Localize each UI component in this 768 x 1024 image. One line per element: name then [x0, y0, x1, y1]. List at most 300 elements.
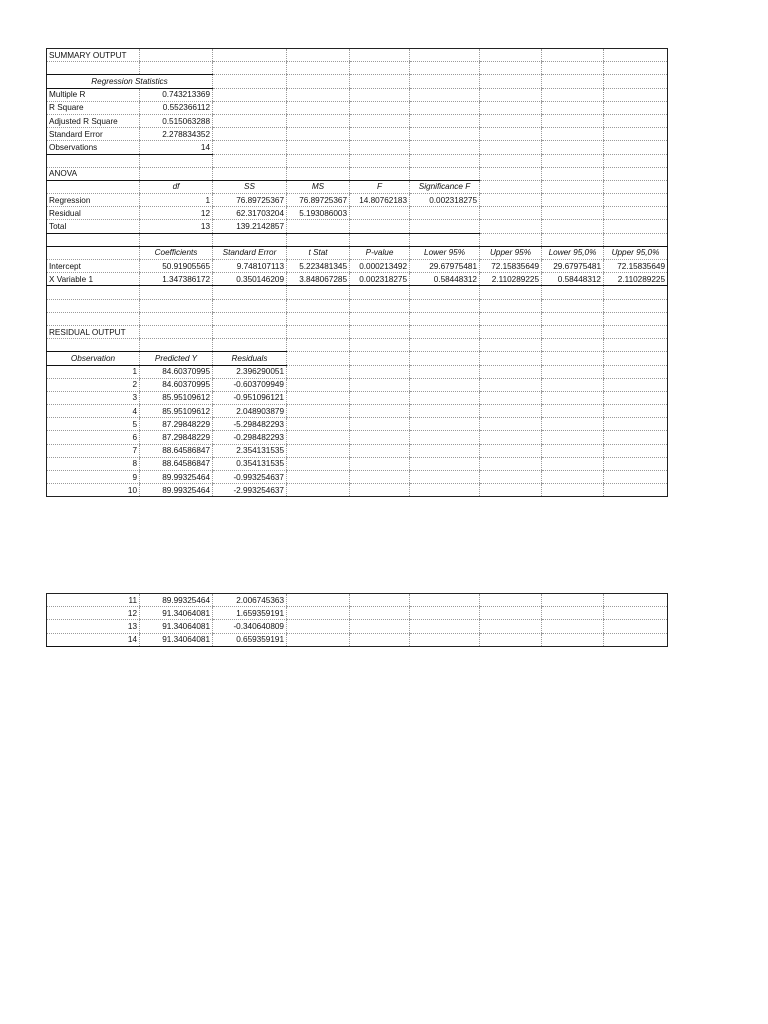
residual-output-title: RESIDUAL OUTPUT — [47, 325, 140, 338]
empty-cell: 88.64586847 — [140, 457, 213, 470]
stat-value: 0.552366112 — [140, 101, 213, 114]
empty-cell — [213, 114, 287, 127]
empty-cell — [287, 365, 350, 378]
stat-row — [47, 101, 668, 114]
empty-cell: 3 — [47, 391, 140, 404]
residual-row — [47, 471, 668, 484]
empty-cell — [47, 233, 140, 246]
empty-cell: 88.64586847 — [140, 444, 213, 457]
empty-cell — [410, 299, 480, 312]
stat-row — [47, 88, 668, 101]
regression-statistics-header: Regression Statistics — [47, 75, 213, 88]
empty-cell — [287, 607, 350, 620]
blank-row — [47, 154, 668, 167]
coefficients-row — [47, 273, 668, 286]
empty-cell: 29.67975481 — [410, 260, 480, 273]
residual-row — [47, 444, 668, 457]
empty-cell — [480, 620, 542, 633]
empty-cell — [604, 633, 668, 646]
empty-cell — [287, 154, 350, 167]
empty-cell — [480, 101, 542, 114]
anova-title-row — [47, 167, 668, 180]
empty-cell — [410, 352, 480, 365]
empty-cell — [287, 418, 350, 431]
empty-cell — [350, 365, 410, 378]
empty-cell — [410, 75, 480, 88]
coef-header: t Stat — [287, 246, 350, 259]
empty-cell — [480, 391, 542, 404]
empty-cell — [410, 594, 480, 607]
empty-cell — [140, 167, 213, 180]
empty-cell — [350, 75, 410, 88]
empty-cell: 89.99325464 — [140, 594, 213, 607]
empty-cell: 5.193086003 — [287, 207, 350, 220]
empty-cell — [287, 620, 350, 633]
empty-cell: 11 — [47, 594, 140, 607]
empty-cell: 6 — [47, 431, 140, 444]
empty-cell — [287, 167, 350, 180]
empty-cell — [480, 431, 542, 444]
empty-cell — [480, 88, 542, 101]
empty-cell — [410, 233, 480, 246]
empty-cell: 10 — [47, 484, 140, 497]
residual-row — [47, 405, 668, 418]
empty-cell — [604, 299, 668, 312]
empty-cell — [213, 88, 287, 101]
empty-cell — [604, 457, 668, 470]
empty-cell — [350, 484, 410, 497]
empty-cell — [410, 114, 480, 127]
empty-cell: 91.34064081 — [140, 633, 213, 646]
empty-cell: 2.110289225 — [604, 273, 668, 286]
empty-cell: 4 — [47, 405, 140, 418]
anova-title: ANOVA — [47, 167, 140, 180]
empty-cell: 0.58448312 — [410, 273, 480, 286]
empty-cell — [287, 471, 350, 484]
anova-row — [47, 207, 668, 220]
coef-row-label: Intercept — [47, 260, 140, 273]
empty-cell — [140, 62, 213, 75]
empty-cell — [350, 339, 410, 352]
empty-cell — [542, 101, 604, 114]
empty-cell — [287, 233, 350, 246]
empty-cell — [47, 154, 140, 167]
stat-label: Observations — [47, 141, 140, 154]
empty-cell: 3.848067285 — [287, 273, 350, 286]
empty-cell — [480, 154, 542, 167]
empty-cell — [350, 299, 410, 312]
empty-cell — [350, 391, 410, 404]
empty-cell — [480, 444, 542, 457]
empty-cell — [542, 484, 604, 497]
empty-cell — [604, 88, 668, 101]
empty-cell: 9 — [47, 471, 140, 484]
empty-cell — [604, 339, 668, 352]
empty-cell: 89.99325464 — [140, 471, 213, 484]
empty-cell — [47, 62, 140, 75]
empty-cell — [542, 62, 604, 75]
empty-cell — [47, 339, 140, 352]
coef-header: Upper 95% — [480, 246, 542, 259]
empty-cell — [287, 141, 350, 154]
stat-value: 0.515063288 — [140, 114, 213, 127]
empty-cell — [350, 312, 410, 325]
empty-cell — [350, 114, 410, 127]
empty-cell: 85.95109612 — [140, 405, 213, 418]
empty-cell — [480, 114, 542, 127]
empty-cell — [350, 594, 410, 607]
empty-cell: 1 — [140, 194, 213, 207]
residual-header-predicted-y: Predicted Y — [140, 352, 213, 365]
empty-cell: 91.34064081 — [140, 607, 213, 620]
coef-header: Lower 95% — [410, 246, 480, 259]
empty-cell — [140, 154, 213, 167]
empty-cell — [542, 365, 604, 378]
stat-label: Standard Error — [47, 128, 140, 141]
empty-cell — [287, 286, 350, 299]
residual-header-row — [47, 352, 668, 365]
empty-cell: 87.29848229 — [140, 418, 213, 431]
empty-cell — [604, 620, 668, 633]
empty-cell — [350, 418, 410, 431]
empty-cell — [480, 167, 542, 180]
empty-cell — [480, 607, 542, 620]
empty-cell — [213, 286, 287, 299]
residual-row — [47, 607, 668, 620]
empty-cell — [542, 457, 604, 470]
empty-cell: 72.15835649 — [604, 260, 668, 273]
empty-cell — [480, 365, 542, 378]
empty-cell — [480, 62, 542, 75]
stat-value: 2.278834352 — [140, 128, 213, 141]
empty-cell: 29.67975481 — [542, 260, 604, 273]
empty-cell: 1.347386172 — [140, 273, 213, 286]
empty-cell: -0.993254637 — [213, 471, 287, 484]
empty-cell — [410, 141, 480, 154]
empty-cell — [350, 167, 410, 180]
empty-cell: 0.000213492 — [350, 260, 410, 273]
coef-header: Lower 95,0% — [542, 246, 604, 259]
empty-cell — [480, 484, 542, 497]
empty-cell — [542, 607, 604, 620]
empty-cell — [213, 141, 287, 154]
empty-cell — [410, 128, 480, 141]
empty-cell — [604, 49, 668, 62]
empty-cell: -0.603709949 — [213, 378, 287, 391]
empty-cell: 89.99325464 — [140, 484, 213, 497]
empty-cell — [350, 220, 410, 233]
empty-cell — [480, 194, 542, 207]
residual-header-residuals: Residuals — [213, 352, 287, 365]
anova-row-label: Regression — [47, 194, 140, 207]
empty-cell — [350, 286, 410, 299]
empty-cell — [410, 378, 480, 391]
empty-cell — [410, 339, 480, 352]
empty-cell — [604, 180, 668, 193]
residual-row — [47, 378, 668, 391]
stat-label: Multiple R — [47, 88, 140, 101]
empty-cell — [542, 391, 604, 404]
empty-cell — [350, 233, 410, 246]
empty-cell: 72.15835649 — [480, 260, 542, 273]
anova-row — [47, 194, 668, 207]
empty-cell — [140, 312, 213, 325]
empty-cell: 76.89725367 — [213, 194, 287, 207]
empty-cell — [542, 154, 604, 167]
empty-cell: 8 — [47, 457, 140, 470]
empty-cell — [480, 207, 542, 220]
empty-cell — [213, 128, 287, 141]
coef-header: Upper 95,0% — [604, 246, 668, 259]
empty-cell — [480, 418, 542, 431]
empty-cell — [213, 101, 287, 114]
anova-header-row — [47, 180, 668, 193]
empty-cell — [480, 75, 542, 88]
empty-cell — [213, 167, 287, 180]
empty-cell — [542, 88, 604, 101]
empty-cell — [287, 457, 350, 470]
blank-row — [47, 286, 668, 299]
empty-cell — [410, 620, 480, 633]
empty-cell — [350, 471, 410, 484]
empty-cell — [350, 431, 410, 444]
empty-cell — [287, 299, 350, 312]
anova-header-ss: SS — [213, 180, 287, 193]
empty-cell — [480, 594, 542, 607]
regression-summary-sheet — [46, 48, 668, 497]
empty-cell — [410, 286, 480, 299]
empty-cell — [480, 457, 542, 470]
empty-cell — [410, 167, 480, 180]
empty-cell — [604, 75, 668, 88]
empty-cell — [542, 418, 604, 431]
empty-cell — [604, 325, 668, 338]
empty-cell — [480, 339, 542, 352]
empty-cell — [542, 114, 604, 127]
empty-cell — [604, 352, 668, 365]
anova-row-label: Total — [47, 220, 140, 233]
empty-cell — [350, 378, 410, 391]
empty-cell — [480, 471, 542, 484]
empty-cell — [350, 352, 410, 365]
empty-cell — [47, 312, 140, 325]
empty-cell — [542, 128, 604, 141]
anova-header-f: F — [350, 180, 410, 193]
empty-cell — [287, 339, 350, 352]
empty-cell — [480, 49, 542, 62]
empty-cell — [542, 207, 604, 220]
empty-cell — [410, 405, 480, 418]
empty-cell — [213, 49, 287, 62]
residual-header-observation: Observation — [47, 352, 140, 365]
empty-cell — [287, 405, 350, 418]
empty-cell — [140, 339, 213, 352]
empty-cell: 139.2142857 — [213, 220, 287, 233]
empty-cell — [350, 620, 410, 633]
empty-cell — [480, 325, 542, 338]
empty-cell — [542, 325, 604, 338]
empty-cell: -0.951096121 — [213, 391, 287, 404]
empty-cell — [542, 49, 604, 62]
empty-cell: 13 — [140, 220, 213, 233]
empty-cell — [213, 233, 287, 246]
empty-cell — [604, 594, 668, 607]
coef-row-label: X Variable 1 — [47, 273, 140, 286]
empty-cell — [213, 62, 287, 75]
empty-cell — [542, 220, 604, 233]
empty-cell — [287, 62, 350, 75]
empty-cell — [350, 88, 410, 101]
residual-row — [47, 484, 668, 497]
empty-cell — [410, 49, 480, 62]
empty-cell — [542, 194, 604, 207]
coefficients-header-row — [47, 246, 668, 259]
residual-row — [47, 418, 668, 431]
empty-cell — [542, 378, 604, 391]
empty-cell — [480, 233, 542, 246]
empty-cell — [350, 457, 410, 470]
anova-row-label: Residual — [47, 207, 140, 220]
empty-cell — [604, 471, 668, 484]
empty-cell: 5 — [47, 418, 140, 431]
empty-cell — [542, 233, 604, 246]
anova-row — [47, 220, 668, 233]
empty-cell — [542, 286, 604, 299]
empty-cell — [542, 312, 604, 325]
empty-cell: 0.659359191 — [213, 633, 287, 646]
empty-cell — [542, 75, 604, 88]
empty-cell — [287, 633, 350, 646]
empty-cell — [287, 114, 350, 127]
empty-cell: 2.048903879 — [213, 405, 287, 418]
empty-cell — [287, 594, 350, 607]
empty-cell — [542, 444, 604, 457]
empty-cell — [350, 154, 410, 167]
empty-cell — [287, 325, 350, 338]
empty-cell: 50.91905565 — [140, 260, 213, 273]
empty-cell — [410, 62, 480, 75]
empty-cell — [287, 220, 350, 233]
blank-row — [47, 312, 668, 325]
empty-cell — [604, 154, 668, 167]
empty-cell — [350, 207, 410, 220]
empty-cell — [410, 312, 480, 325]
empty-cell — [604, 141, 668, 154]
stat-row — [47, 128, 668, 141]
empty-cell: 9.748107113 — [213, 260, 287, 273]
empty-cell — [542, 431, 604, 444]
empty-cell — [213, 325, 287, 338]
empty-cell — [410, 471, 480, 484]
empty-cell — [604, 286, 668, 299]
empty-cell — [604, 62, 668, 75]
empty-cell — [480, 378, 542, 391]
empty-cell — [350, 607, 410, 620]
empty-cell — [287, 431, 350, 444]
empty-cell — [287, 378, 350, 391]
residual-row — [47, 391, 668, 404]
empty-cell — [410, 365, 480, 378]
empty-cell — [140, 325, 213, 338]
empty-cell — [542, 352, 604, 365]
empty-cell: 12 — [140, 207, 213, 220]
empty-cell — [410, 207, 480, 220]
empty-cell — [47, 180, 140, 193]
empty-cell — [480, 141, 542, 154]
empty-cell — [140, 286, 213, 299]
empty-cell — [410, 220, 480, 233]
empty-cell — [287, 49, 350, 62]
empty-cell — [350, 444, 410, 457]
empty-cell — [410, 88, 480, 101]
empty-cell — [542, 471, 604, 484]
empty-cell: 91.34064081 — [140, 620, 213, 633]
residual-output-title-row — [47, 325, 668, 338]
empty-cell — [604, 114, 668, 127]
empty-cell — [287, 88, 350, 101]
empty-cell: 85.95109612 — [140, 391, 213, 404]
empty-cell — [542, 594, 604, 607]
empty-cell: 2.354131535 — [213, 444, 287, 457]
residual-row — [47, 457, 668, 470]
empty-cell — [410, 101, 480, 114]
empty-cell: 2.396290051 — [213, 365, 287, 378]
empty-cell: 14.80762183 — [350, 194, 410, 207]
empty-cell — [47, 299, 140, 312]
empty-cell: 0.350146209 — [213, 273, 287, 286]
empty-cell — [213, 312, 287, 325]
empty-cell: 0.58448312 — [542, 273, 604, 286]
coef-header: Coefficients — [140, 246, 213, 259]
residual-row — [47, 620, 668, 633]
empty-cell — [287, 391, 350, 404]
empty-cell: 84.60370995 — [140, 365, 213, 378]
empty-cell: 5.223481345 — [287, 260, 350, 273]
empty-cell — [480, 128, 542, 141]
empty-cell — [604, 128, 668, 141]
empty-cell — [287, 352, 350, 365]
residual-row — [47, 431, 668, 444]
empty-cell — [604, 607, 668, 620]
empty-cell — [140, 49, 213, 62]
empty-cell — [480, 405, 542, 418]
empty-cell — [140, 233, 213, 246]
empty-cell: -5.298482293 — [213, 418, 287, 431]
anova-header-significance-f: Significance F — [410, 180, 480, 193]
stat-value: 14 — [140, 141, 213, 154]
empty-cell — [542, 141, 604, 154]
empty-cell — [410, 391, 480, 404]
empty-cell — [410, 484, 480, 497]
empty-cell — [604, 378, 668, 391]
empty-cell — [213, 299, 287, 312]
empty-cell — [47, 246, 140, 259]
empty-cell — [604, 220, 668, 233]
empty-cell — [604, 405, 668, 418]
empty-cell — [542, 180, 604, 193]
empty-cell: 84.60370995 — [140, 378, 213, 391]
empty-cell: -2.993254637 — [213, 484, 287, 497]
summary-title-row — [47, 49, 668, 62]
empty-cell — [480, 180, 542, 193]
stat-value: 0.743213369 — [140, 88, 213, 101]
empty-cell — [410, 607, 480, 620]
coef-header: Standard Error — [213, 246, 287, 259]
empty-cell — [480, 633, 542, 646]
empty-cell — [480, 286, 542, 299]
anova-header-df: df — [140, 180, 213, 193]
empty-cell — [350, 633, 410, 646]
